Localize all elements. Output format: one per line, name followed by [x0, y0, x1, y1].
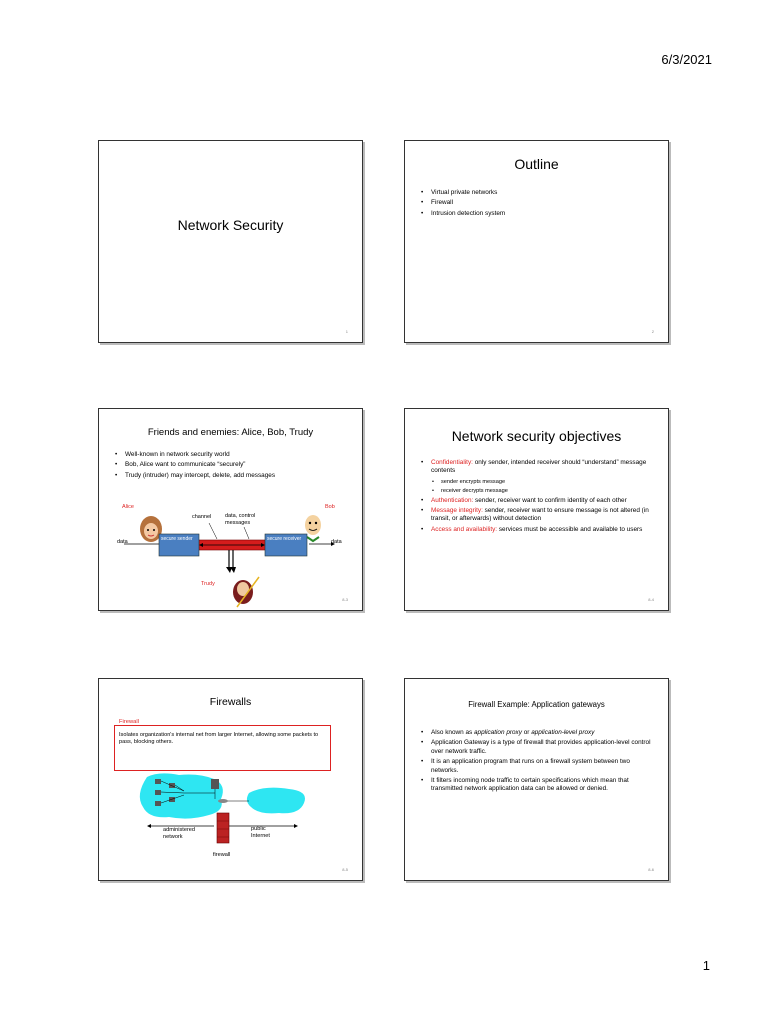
header-date: 6/3/2021 — [661, 52, 712, 67]
firewall-label: firewall — [213, 852, 231, 858]
list-item: • Application Gateway is a type of firewall that provides application-level control over network traffic. — [419, 739, 659, 756]
firewall-definition-box — [114, 719, 331, 771]
administered-network-label: administered network — [163, 827, 196, 840]
slide-title: Friends and enemies: Alice, Bob, Trudy — [147, 427, 314, 438]
slide-application-gateways — [404, 678, 669, 881]
data-control-label: data, control messages — [225, 513, 256, 526]
firewall-box-label: Firewall — [119, 719, 139, 725]
slide-number: 1 — [345, 329, 348, 334]
list-item: • It is an application program that runs on a firewall system between two networks. — [419, 758, 659, 775]
slide-friends-enemies — [98, 408, 363, 611]
firewall-icon — [217, 813, 229, 843]
list-item: • sender encrypts message — [419, 478, 659, 486]
bob-label: Bob — [325, 504, 335, 510]
list-item: • Well-known in network security world — [113, 451, 275, 459]
trudy-icon — [233, 577, 259, 607]
slide-title: Outline — [514, 156, 559, 172]
list-item: • Virtual private networks — [419, 189, 505, 197]
slide-security-objectives — [404, 408, 669, 611]
list-item: • Message integrity: sender, receiver want to ensure message is not altered (in transit, or afterwards) without detection — [419, 507, 659, 524]
trudy-label: Trudy — [201, 581, 215, 587]
alice-label: Alice — [122, 504, 134, 510]
slide-number: 2 — [651, 329, 654, 334]
secure-receiver-label: secure receiver — [267, 536, 302, 542]
slide-firewalls — [98, 678, 363, 881]
list-item: • Firewall — [419, 199, 505, 207]
data-right-label: data — [331, 539, 342, 545]
router-icon — [218, 799, 228, 803]
firewall-network-diagram — [99, 771, 364, 861]
list-item: • Intrusion detection system — [419, 210, 505, 218]
page-number: 1 — [702, 958, 710, 973]
slide-network-security — [98, 140, 363, 343]
internet-cloud — [247, 788, 305, 814]
slide-outline — [404, 140, 669, 343]
secure-sender-label: secure sender — [161, 536, 193, 542]
channel-label: channel — [192, 514, 212, 520]
alice-icon — [140, 516, 162, 542]
outline-list — [419, 189, 505, 220]
list-item: • Confidentiality: only sender, intended receiver should “understand” message contents — [419, 459, 659, 476]
slide-number: 8-3 — [342, 597, 348, 602]
data-left-label: data — [117, 539, 128, 545]
slide-title: Firewall Example: Application gateways — [468, 700, 605, 709]
slide-title: Firewalls — [209, 696, 252, 708]
bob-icon — [305, 515, 321, 541]
slide-title: Network security objectives — [451, 428, 622, 444]
gateway-list — [419, 729, 659, 796]
firewall-box-text: Isolates organization's internal net from larger Internet, allowing some packets to pass, blocking others. — [119, 732, 319, 745]
list-item: • Also known as application proxy or application-level proxy — [419, 729, 659, 737]
list-item: • Authentication: sender, receiver want to confirm identity of each other — [419, 497, 659, 505]
list-item: • It filters incoming node traffic to certain specifications which mean that transmitted network application data can be allowed or denied. — [419, 777, 659, 794]
list-item: • Access and availability: services must be accessible and available to users — [419, 526, 659, 534]
slide-title: Network Security — [177, 217, 284, 233]
list-item: • Bob, Alice want to communicate “securely” — [113, 461, 275, 469]
list-item: • receiver decrypts message — [419, 487, 659, 495]
slide-number: 8-5 — [342, 867, 348, 872]
list-item: • Trudy (intruder) may intercept, delete, add messages — [113, 472, 275, 480]
public-internet-label: public Internet — [251, 826, 270, 839]
objectives-list — [419, 459, 659, 536]
slide-number: 8-6 — [648, 867, 654, 872]
slide-number: 8-4 — [648, 597, 654, 602]
bullet-list — [113, 451, 275, 482]
